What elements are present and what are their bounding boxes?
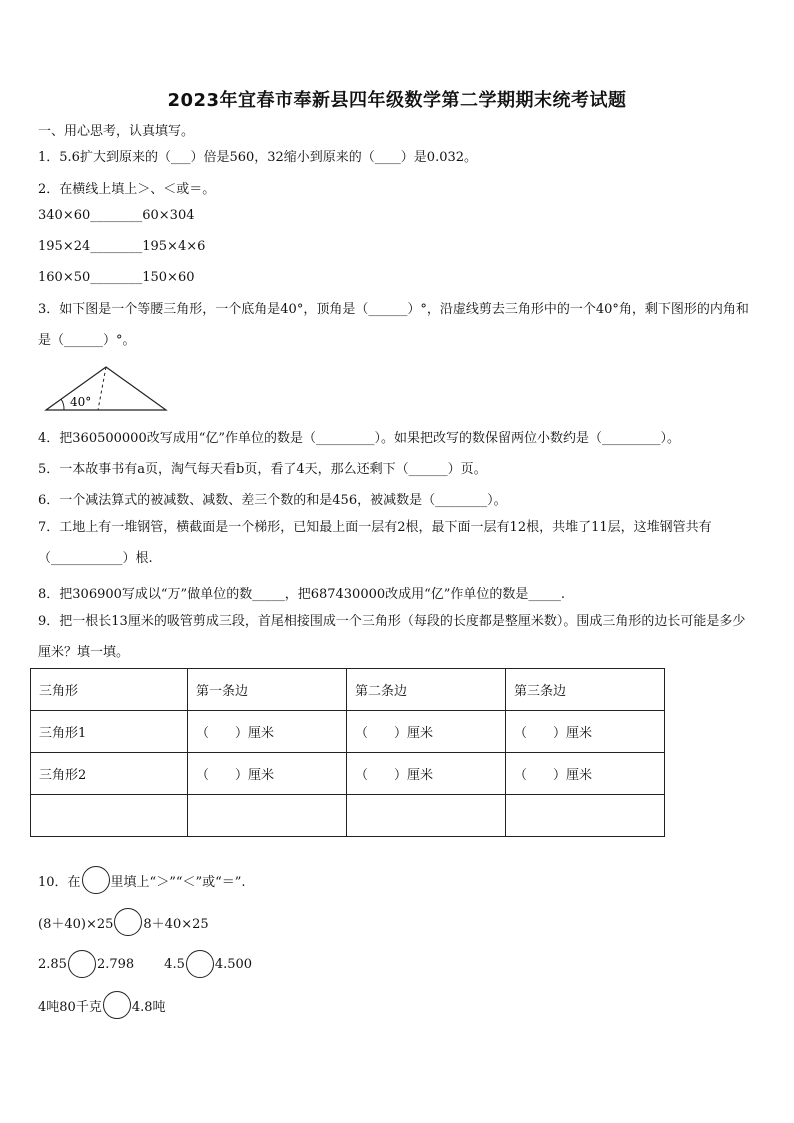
question-10	[38, 866, 246, 894]
compare-circle-sample	[82, 866, 110, 894]
question-6: 6．一个减法算式的被减数、减数、差三个数的和是456，被减数是（________）。	[38, 493, 507, 508]
q10-r2-right: 2.798	[96, 956, 135, 972]
table-header-cell: 第二条边	[347, 669, 506, 711]
angle-label: 40°	[70, 395, 92, 409]
question-9: 9．把一根长13厘米的吸管剪成三段，首尾相接围成一个三角形（每段的长度都是整厘米数）。围成三角形的边长可能是多少厘米？填一填。	[38, 614, 746, 660]
section-heading: 一、用心思考，认真填写。	[38, 124, 195, 139]
table-row	[31, 795, 665, 837]
table-cell	[188, 795, 347, 837]
q2-item-2: 195×24________195×4×6	[38, 239, 206, 254]
table-cell: （ ）厘米	[188, 753, 347, 795]
table-header-cell: 第一条边	[188, 669, 347, 711]
table-cell: 三角形1	[31, 711, 188, 753]
table-header-cell: 第三条边	[506, 669, 665, 711]
table-cell	[347, 795, 506, 837]
compare-circle-1[interactable]	[114, 908, 142, 936]
q10-r2b-left: 4.5	[164, 956, 185, 972]
table-cell: 三角形2	[31, 753, 188, 795]
question-7: 7．工地上有一堆钢管，横截面是一个梯形，已知最上面一层有2根，最下面一层有12根，共堆了11层，这堆钢管共有（___________）根.	[38, 520, 712, 566]
q10-row-2	[38, 950, 252, 978]
table-row	[31, 753, 665, 795]
q10-text-end: 里填上“＞”“＜”或“＝”.	[110, 874, 246, 890]
q10-text-start: 10．在	[38, 874, 81, 890]
q10-row-3	[38, 991, 166, 1019]
dashed-cut-line	[98, 367, 106, 410]
table-cell	[31, 795, 188, 837]
table-row	[31, 711, 665, 753]
q10-r3-right: 4.8吨	[131, 999, 166, 1015]
q10-r3-left: 4吨80千克	[38, 999, 102, 1015]
angle-arc	[61, 399, 64, 410]
question-2: 2．在横线上填上＞、＜或＝。	[38, 182, 216, 197]
table-cell: （ ）厘米	[188, 711, 347, 753]
compare-circle-4[interactable]	[103, 991, 131, 1019]
triangle-outline	[46, 367, 166, 410]
table-cell: （ ）厘米	[506, 753, 665, 795]
question-5: 5．一本故事书有a页，淘气每天看b页，看了4天，那么还剩下（______）页。	[38, 462, 487, 477]
compare-circle-3[interactable]	[186, 950, 214, 978]
table-cell	[506, 795, 665, 837]
q10-row-1	[38, 908, 209, 936]
q10-r1-right: 8＋40×25	[143, 916, 209, 932]
compare-circle-2[interactable]	[68, 950, 96, 978]
q10-r2-left: 2.85	[38, 956, 67, 972]
table-cell: （ ）厘米	[347, 753, 506, 795]
triangle-sides-table	[30, 668, 665, 837]
table-header-cell: 三角形	[31, 669, 188, 711]
q2-item-3: 160×50________150×60	[38, 270, 195, 285]
q2-item-1: 340×60________60×304	[38, 208, 195, 223]
q10-r1-left: (8＋40)×25	[38, 916, 114, 932]
question-4: 4．把360500000改写成用“亿”作单位的数是（_________）。如果把改写的数保留两位小数约是（_________）。	[38, 431, 681, 446]
question-8: 8．把306900写成以“万”做单位的数_____，把687430000改成用“亿”作单位的数是_____.	[38, 587, 566, 602]
table-cell: （ ）厘米	[506, 711, 665, 753]
table-header-row	[31, 669, 665, 711]
isosceles-triangle-figure	[42, 364, 172, 414]
table-cell: （ ）厘米	[347, 711, 506, 753]
question-3: 3．如下图是一个等腰三角形，一个底角是40°，顶角是（______）°，沿虚线剪去三角形中的一个40°角，剩下图形的内角和是（______）°。	[38, 302, 749, 348]
q10-r2b-right: 4.500	[214, 956, 253, 972]
page-title: 2023年宜春市奉新县四年级数学第二学期期末统考试题	[167, 90, 627, 111]
question-1: 1．5.6扩大到原来的（___）倍是560，32缩小到原来的（____）是0.032。	[38, 150, 478, 165]
